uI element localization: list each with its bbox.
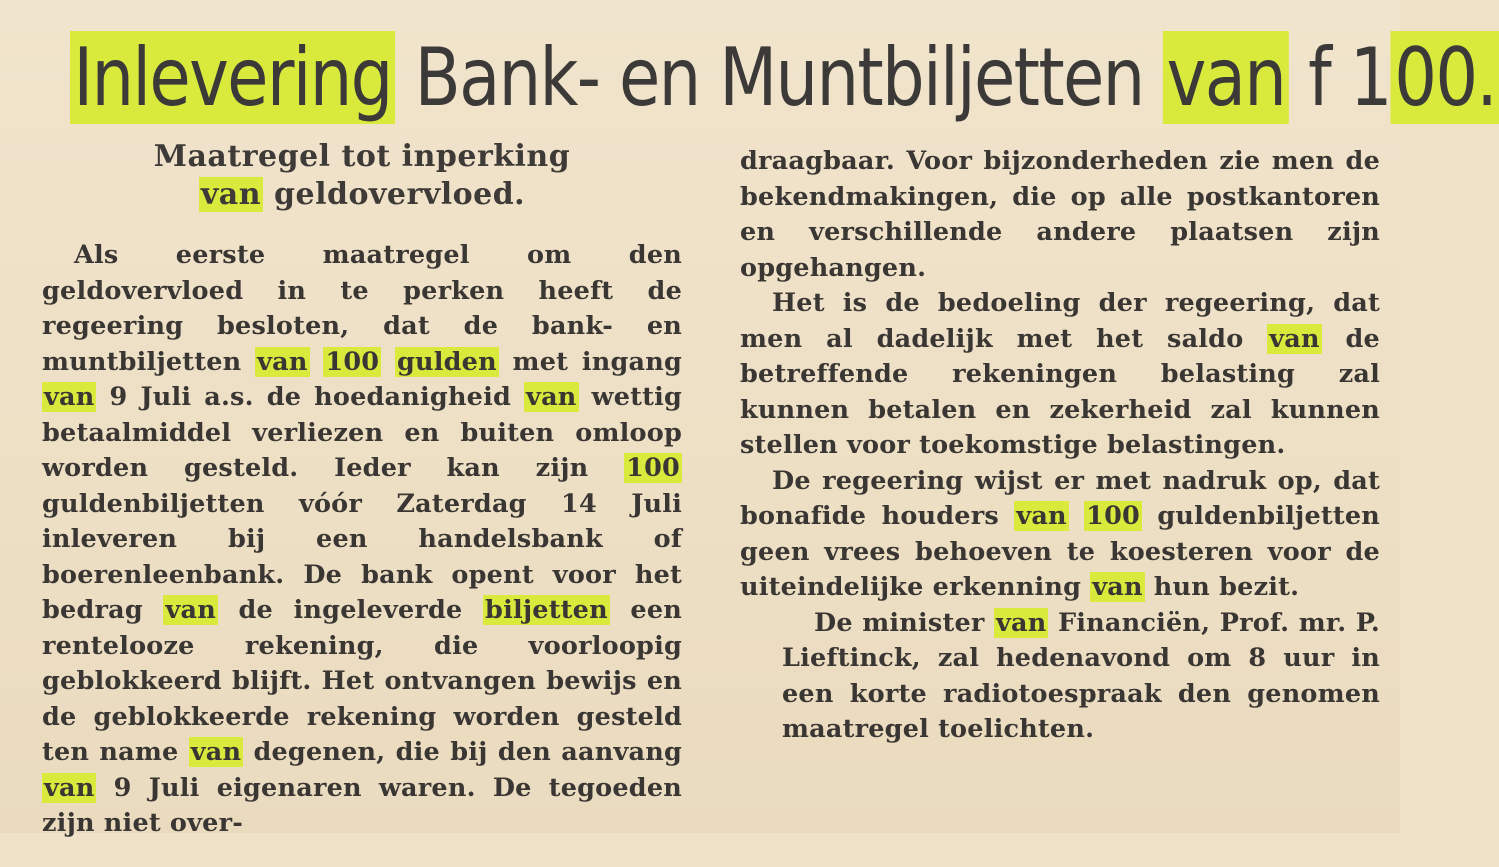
text-run: draagbaar. Voor bijzonderheden zie men de bekendmakingen, die op alle postkantoren en verschillende andere plaatsen zijn opgehangen. [740,146,1380,283]
headline-highlight-00: 00. [1391,31,1499,124]
highlighted-word: van [1092,572,1143,602]
subheadline-highlight-van: van [200,177,262,212]
text-run [1069,501,1084,531]
text-run: Als eerste maatregel om den geldovervloed in te perken heeft de regeering besloten, dat de bank- en muntbiljetten [42,240,682,377]
text-run: De minister [814,607,994,638]
article-column-right [740,130,1380,773]
left-paragraph [42,238,682,842]
text-run: 9 Juli a.s. de hoedanigheid [96,382,525,412]
text-run: guldenbiljetten geen vrees behoeven te koesteren voor de uiteindelijke erkenning [740,501,1380,602]
text-run: de ingeleverde [217,595,484,625]
text-run: Financiën, Prof. mr. P. Lieftinck, zal hedenavond om 8 uur in een korte radiotoespraak den genomen maatregel toelichten. [782,607,1380,744]
text-run: Het is de bedoeling der regeering, dat men al dadelijk met het saldo [740,288,1380,354]
text-run: De regeering wijst er met nadruk op, dat bonafide houders [740,465,1380,531]
text-run: een rentelooze rekening, die voorloopig geblokkeerd blijft. Het ontvangen bewijs en de geblokkeerde rekening worden gesteld ten name [42,595,682,767]
text-run: met ingang [498,346,683,377]
highlighted-word: gulden [396,346,497,377]
text-run: de betreffende rekeningen belasting zal kunnen betalen en zekerheid zal kunnen stellen voor toekomstige belastingen. [740,323,1380,460]
right-paragraph-1 [740,144,1380,286]
right-paragraph-3 [740,464,1380,606]
highlighted-word: van [1016,501,1067,531]
highlighted-word: 100 [626,453,680,483]
text-run: degenen, die bij den aanvang [243,737,682,767]
headline-highlight-inlevering: Inlevering [70,31,395,124]
subheadline-line-2-rest: geldovervloed. [263,177,526,212]
highlighted-word: van [996,607,1047,638]
highlighted-word: van [257,346,308,377]
text-run [381,347,395,377]
text-run: wettig betaalmiddel verliezen en buiten omloop worden gesteld. Ieder kan zijn [42,382,682,483]
highlighted-word: van [165,595,216,625]
headline-text: Bank- en Muntbiljetten [395,31,1164,124]
headline-text-f1: f 1 [1288,31,1391,124]
highlighted-word: 100 [325,346,380,377]
text-run: 9 Juli eigenaren waren. De tegoeden zijn niet over- [42,772,682,838]
highlighted-word: biljetten [485,595,608,625]
right-paragraph-2 [740,286,1380,464]
highlighted-word: van [1269,323,1320,354]
subheadline-line-2 [42,176,682,214]
headline-highlight-van: van [1163,31,1288,124]
highlighted-word: 100 [1086,501,1140,531]
text-run: guldenbiljetten vóór Zaterdag 14 Juli inleveren bij een handelsbank of boerenleenbank. De bank opent voor het bedrag [42,488,682,625]
highlighted-word: van [44,382,95,412]
subheadline [42,138,682,214]
text-run: hun bezit. [1144,572,1300,602]
subheadline-line-1: Maatregel tot inperking [153,139,571,174]
highlighted-word: van [44,772,95,803]
text-run [310,347,324,377]
article-column-left [42,130,682,867]
highlighted-word: van [526,382,577,412]
headline [70,30,1497,126]
minister-announcement [782,606,1380,748]
highlighted-word: van [190,737,242,767]
